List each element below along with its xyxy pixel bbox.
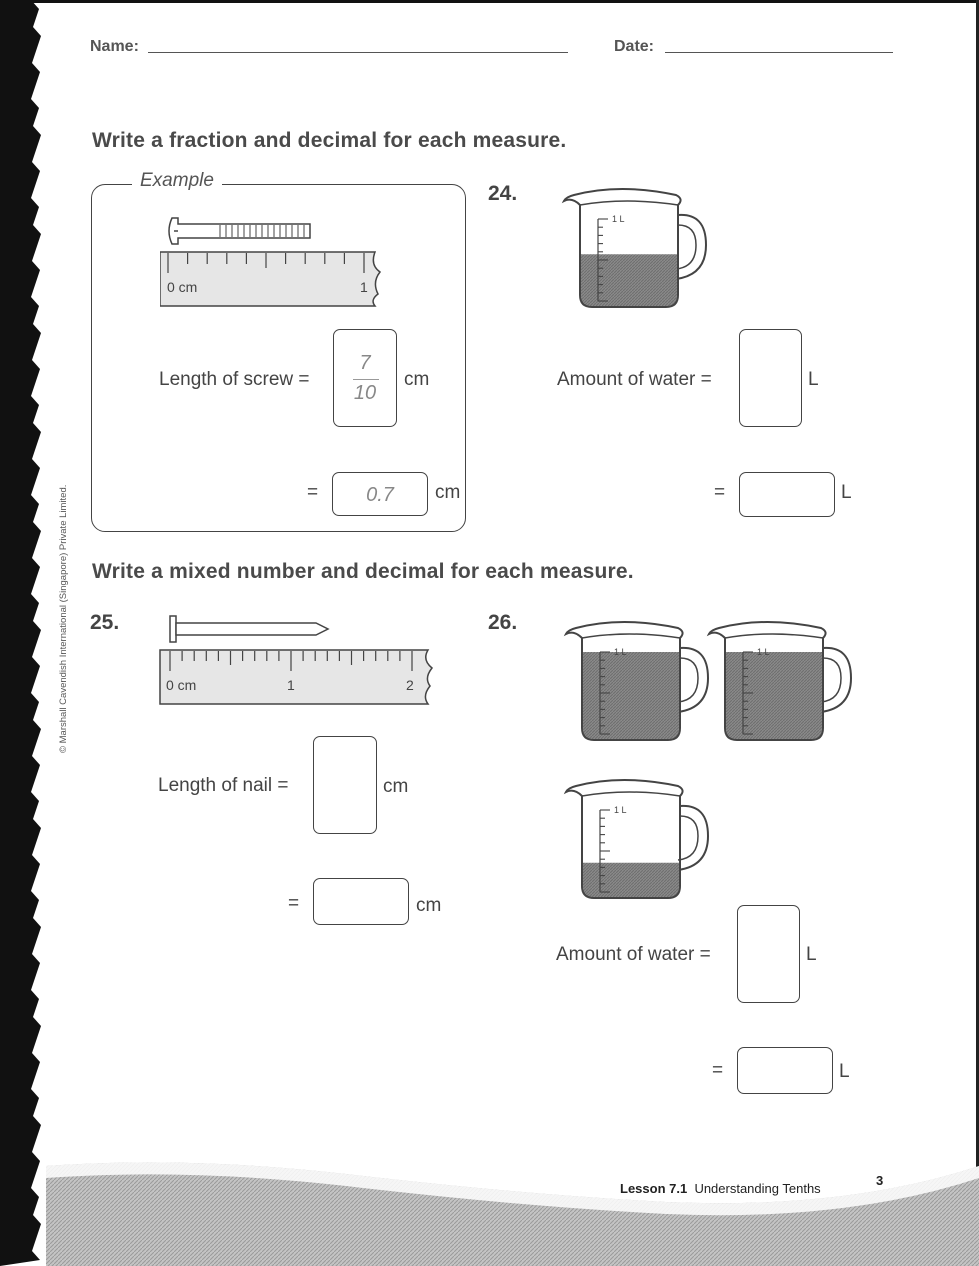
q24-unit-2: L (841, 482, 852, 503)
ruler-one-label: 1 (360, 279, 368, 295)
question-26-number: 26. (488, 611, 518, 634)
footer-lesson (620, 1181, 821, 1196)
example-title: Example (132, 170, 222, 192)
name-line[interactable] (148, 52, 568, 53)
section2-instruction: Write a mixed number and decimal for each measure. (92, 560, 634, 583)
q24-amount-label: Amount of water = (557, 369, 712, 390)
q26-amount-label: Amount of water = (556, 944, 711, 965)
question-24-number: 24. (488, 182, 518, 205)
measuring-cup-icon (560, 183, 710, 313)
measuring-cup-icon (562, 774, 712, 904)
example-screw-ruler (160, 210, 395, 315)
footer-band (46, 1160, 979, 1266)
lesson-title: Understanding Tenths (694, 1181, 821, 1196)
water-fill (726, 652, 822, 740)
nail-icon (170, 616, 328, 642)
q25-equals: = (288, 893, 300, 914)
example-length-label: Length of screw = (159, 369, 310, 390)
q24-fraction-box[interactable] (739, 329, 802, 427)
lesson-label: Lesson 7.1 (620, 1181, 688, 1196)
nail-ruler (158, 612, 438, 708)
question-25-number: 25. (90, 611, 120, 634)
q25-length-label: Length of nail = (158, 775, 289, 796)
ruler-zero-label: 0 cm (166, 677, 197, 693)
q24-unit-1: L (808, 369, 819, 390)
example-unit-1: cm (404, 369, 430, 390)
example-equals: = (307, 482, 319, 503)
q25-fraction-box[interactable] (313, 736, 377, 834)
cup-capacity-label: 1 L (757, 647, 770, 657)
scan-top-edge (0, 0, 979, 3)
q26-unit-2: L (839, 1061, 850, 1082)
q26-decimal-box[interactable] (737, 1047, 833, 1094)
example-unit-2: cm (435, 482, 461, 503)
q24-decimal-box[interactable] (739, 472, 835, 517)
example-decimal: 0.7 (366, 484, 394, 506)
date-line[interactable] (665, 52, 893, 53)
water-fill (581, 254, 677, 307)
q25-unit-2: cm (416, 895, 442, 916)
q24-equals: = (714, 482, 726, 503)
water-fill (583, 652, 679, 740)
measuring-cup-icon (705, 616, 855, 746)
example-fraction-box (333, 329, 397, 427)
ruler-one-label: 1 (287, 677, 295, 693)
section1-instruction: Write a fraction and decimal for each measure. (92, 129, 567, 152)
screw-icon (169, 218, 310, 244)
water-fill (583, 863, 679, 898)
example-denominator: 10 (353, 382, 377, 404)
cup-capacity-label: 1 L (614, 805, 627, 815)
measuring-cup-icon (562, 616, 712, 746)
example-decimal-box (332, 472, 428, 516)
fraction-bar (353, 379, 379, 380)
ruler-icon (160, 650, 432, 704)
cup-capacity-label: 1 L (612, 214, 625, 224)
ruler-icon (160, 252, 380, 306)
cup-capacity-label: 1 L (614, 647, 627, 657)
ruler-zero-label: 0 cm (167, 279, 198, 295)
page-number: 3 (876, 1173, 884, 1188)
example-numerator: 7 (359, 352, 371, 374)
q26-fraction-box[interactable] (737, 905, 800, 1003)
copyright-notice: © Marshall Cavendish International (Singapore) Private Limited. (58, 484, 69, 753)
scan-edge (0, 0, 46, 1266)
date-label: Date: (614, 38, 655, 55)
name-label: Name: (90, 38, 139, 55)
ruler-two-label: 2 (406, 677, 414, 693)
q26-equals: = (712, 1060, 724, 1081)
q26-unit-1: L (806, 944, 817, 965)
q25-decimal-box[interactable] (313, 878, 409, 925)
q25-unit-1: cm (383, 776, 409, 797)
